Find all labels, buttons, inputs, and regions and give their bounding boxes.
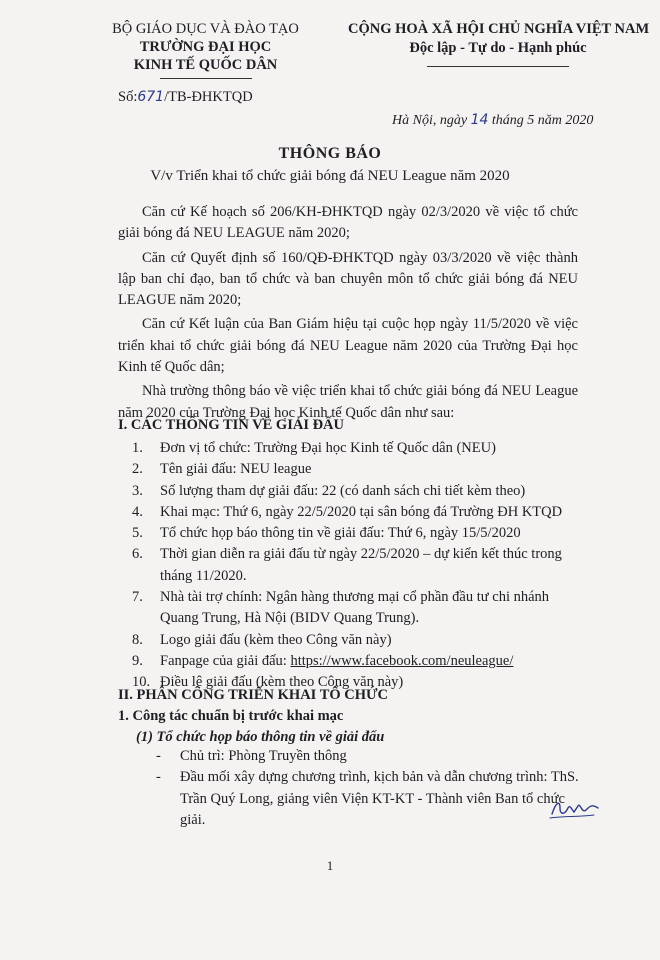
- ministry-name: BỘ GIÁO DỤC VÀ ĐÀO TẠO: [112, 21, 299, 37]
- item-text: Khai mạc: Thứ 6, ngày 22/5/2020 tại sân bóng đá Trường ĐH KTQD: [160, 503, 563, 520]
- item-number: 5.: [132, 525, 143, 542]
- date-day-handwritten: 14: [470, 112, 489, 128]
- list-item: [132, 544, 578, 587]
- item-number: 4.: [132, 503, 143, 520]
- item-text: [160, 651, 578, 672]
- item-text: Số lượng tham dự giải đấu: 22 (có danh sách chi tiết kèm theo): [160, 482, 526, 499]
- list-item: [132, 651, 578, 672]
- handwritten-initials: [548, 796, 604, 822]
- doc-number-prefix: Số:: [118, 89, 138, 105]
- issuer-underline: [160, 78, 252, 79]
- list-item: [132, 459, 578, 480]
- country-name: CỘNG HOÀ XÃ HỘI CHỦ NGHĨA VIỆT NAM: [348, 21, 650, 37]
- list-item: [132, 523, 578, 544]
- item-text: Logo giải đấu (kèm theo Công văn này): [160, 631, 392, 648]
- assignment-list: [156, 746, 582, 831]
- list-item: [132, 481, 578, 502]
- item-number: 1.: [132, 440, 143, 456]
- date-suffix: tháng 5 năm 2020: [488, 113, 594, 128]
- national-motto: Độc lập - Tự do - Hạnh phúc: [409, 40, 587, 56]
- preamble: [118, 202, 578, 427]
- list-item: [156, 767, 582, 831]
- item-text: Thời gian diễn ra giải đấu từ ngày 22/5/2020 – dự kiến kết thúc trong tháng 11/2020.: [160, 546, 562, 584]
- doc-number-suffix: /TB-ĐHKTQD: [164, 89, 253, 105]
- item-text: Đầu mối xây dựng chương trình, kịch bản và dẫn chương trình: ThS. Trần Quý Long, giảng viên Viện KT-KT - Thành viên Ban tổ chức giải.: [180, 769, 579, 828]
- subsection-item-heading: (1) Tổ chức họp báo thông tin về giải đấu: [136, 729, 385, 745]
- list-item: [156, 746, 582, 767]
- section-2-heading: II. PHÂN CÔNG TRIỂN KHAI TỔ CHỨC: [118, 687, 389, 703]
- paragraph: Nhà trường thông báo về việc triển khai tổ chức giải bóng đá NEU League năm 2020 của Trường Đại học Kinh tế Quốc dân như sau:: [118, 383, 578, 421]
- item-text: Chủ trì: Phòng Truyền thông: [180, 748, 347, 764]
- national-header: [348, 20, 648, 67]
- list-item: [132, 438, 578, 459]
- item-text: Đơn vị tổ chức: Trường Đại học Kinh tế Quốc dân (NEU): [160, 440, 496, 456]
- item-number: 9.: [132, 652, 143, 669]
- list-item: [132, 502, 578, 523]
- item-text: Điều lệ giải đấu (kèm theo Công văn này): [160, 674, 404, 691]
- document-subtitle: V/v Triển khai tổ chức giải bóng đá NEU League năm 2020: [150, 168, 510, 184]
- dash-marker: -: [156, 769, 161, 786]
- list-item: [132, 587, 578, 630]
- page-number: 1: [326, 858, 334, 873]
- tournament-info-list: [132, 438, 578, 694]
- paragraph: Căn cứ Kết luận của Ban Giám hiệu tại cuộc họp ngày 11/5/2020 về việc triển khai tổ chức giải bóng đá NEU League năm 2020 của Trường Đại học Kinh tế Quốc dân;: [118, 316, 578, 376]
- date-prefix: Hà Nội, ngày: [392, 113, 471, 128]
- school-name-line1: TRƯỜNG ĐẠI HỌC: [139, 39, 272, 55]
- fanpage-label: Fanpage của giải đấu:: [160, 652, 291, 669]
- issue-date: [392, 112, 593, 129]
- document-number: [118, 89, 253, 106]
- issuer-header: [98, 20, 313, 79]
- item-number: 7.: [132, 589, 143, 606]
- subsection-heading: 1. Công tác chuẩn bị trước khai mạc: [118, 708, 344, 724]
- doc-number-handwritten: 671: [137, 89, 165, 105]
- item-text: Nhà tài trợ chính: Ngân hàng thương mại cổ phần đầu tư chi nhánh Quang Trung, Hà Nội (BIDV Quang Trung).: [160, 589, 550, 627]
- item-number: 10.: [132, 674, 151, 691]
- item-number: 8.: [132, 631, 143, 648]
- motto-underline: [427, 66, 569, 67]
- section-1-heading: I. CÁC THÔNG TIN VỀ GIẢI ĐẤU: [118, 417, 345, 433]
- list-item: [132, 630, 578, 651]
- paragraph: Căn cứ Quyết định số 160/QĐ-ĐHKTQD ngày 03/3/2020 về việc thành lập ban chỉ đạo, ban tổ chức và ban chuyên môn tổ chức giải bóng đá NEU LEAGUE năm 2020;: [118, 249, 578, 309]
- fanpage-link[interactable]: https://www.facebook.com/neuleague/: [290, 652, 514, 669]
- school-name-line2: KINH TẾ QUỐC DÂN: [133, 57, 278, 73]
- item-number: 6.: [132, 546, 143, 563]
- dash-marker: -: [156, 748, 161, 764]
- item-text: Tên giải đấu: NEU league: [160, 461, 312, 478]
- document-title: THÔNG BÁO: [278, 145, 382, 162]
- item-text: Tổ chức họp báo thông tin về giải đấu: Thứ 6, ngày 15/5/2020: [160, 525, 521, 542]
- paragraph: Căn cứ Kế hoạch số 206/KH-ĐHKTQD ngày 02/3/2020 về việc tổ chức giải bóng đá NEU LEAGUE năm 2020;: [118, 204, 578, 242]
- item-number: 2.: [132, 461, 143, 478]
- item-number: 3.: [132, 482, 143, 499]
